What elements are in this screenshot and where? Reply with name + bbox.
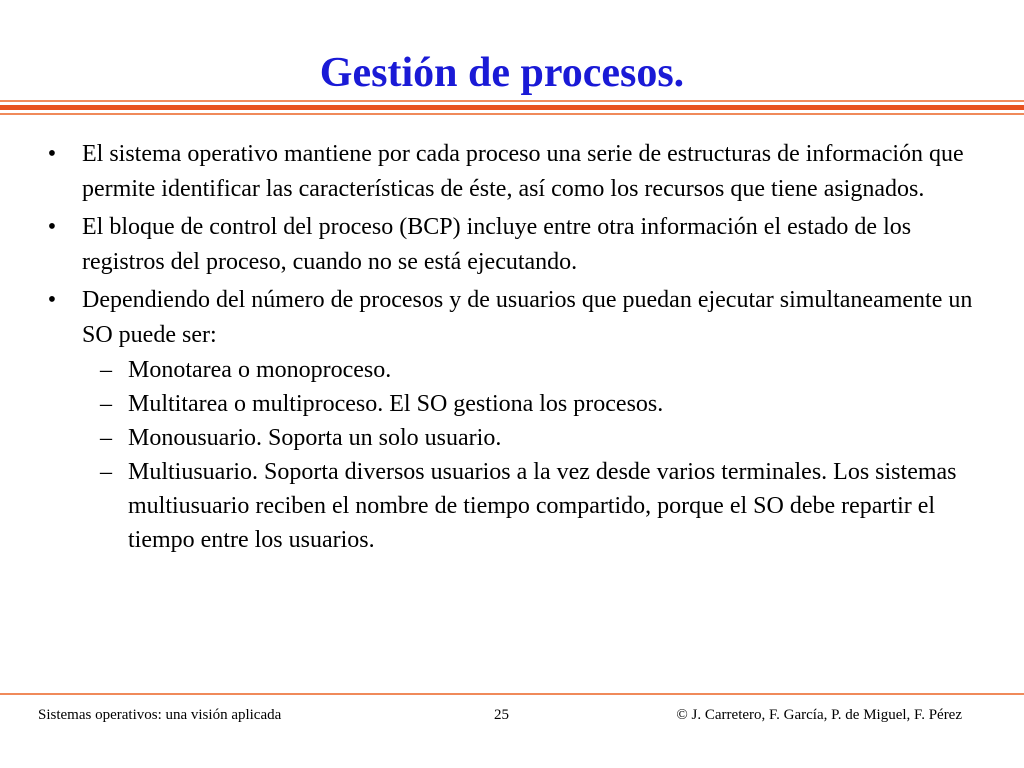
slide-title: Gestión de procesos. (319, 50, 685, 96)
bullet-item (40, 137, 980, 207)
footer-page-number: 25 (494, 707, 509, 723)
title-rule-bottom (0, 113, 1024, 115)
bullet-marker: • (47, 141, 57, 167)
sub-item (40, 387, 980, 421)
footer-book-title: Sistemas operativos: una visión aplicada (38, 707, 282, 723)
bullet-text: Dependiendo del número de procesos y de usuarios que puedan ejecutar simultaneamente un SO puede ser: (82, 287, 973, 348)
slide-content (40, 137, 980, 557)
bullet-marker: • (47, 214, 57, 240)
sub-item (40, 353, 980, 387)
sub-item-text: Multiusuario. Soporta diversos usuarios a la vez desde varios terminales. Los sistemas multiusuario reciben el nombre de tiempo compartido, porque el SO debe repartir el tiempo entre los usuarios. (128, 459, 957, 553)
bullet-marker: • (47, 287, 57, 313)
sub-item-text: Multitarea o multiproceso. El SO gestiona los procesos. (128, 391, 664, 417)
sub-item (40, 421, 980, 455)
dash-marker: – (100, 459, 112, 485)
bullet-text: El sistema operativo mantiene por cada proceso una serie de estructuras de información que permite identificar las características de éste, así como los recursos que tiene asignados. (82, 141, 964, 202)
title-rule-top (0, 100, 1024, 102)
bullet-text: El bloque de control del proceso (BCP) incluye entre otra información el estado de los registros del proceso, cuando no se está ejecutando. (82, 214, 912, 275)
footer-rule (0, 693, 1024, 695)
sub-item (40, 455, 980, 557)
title-rule-main (0, 105, 1024, 110)
bullet-item (40, 210, 980, 280)
dash-marker: – (100, 425, 112, 451)
dash-marker: – (100, 391, 112, 417)
sub-item-text: Monousuario. Soporta un solo usuario. (128, 425, 502, 451)
dash-marker: – (100, 357, 112, 383)
bullet-item (40, 283, 980, 353)
footer-copyright: © J. Carretero, F. García, P. de Miguel, F. Pérez (676, 707, 962, 723)
sub-item-text: Monotarea o monoproceso. (128, 357, 392, 383)
